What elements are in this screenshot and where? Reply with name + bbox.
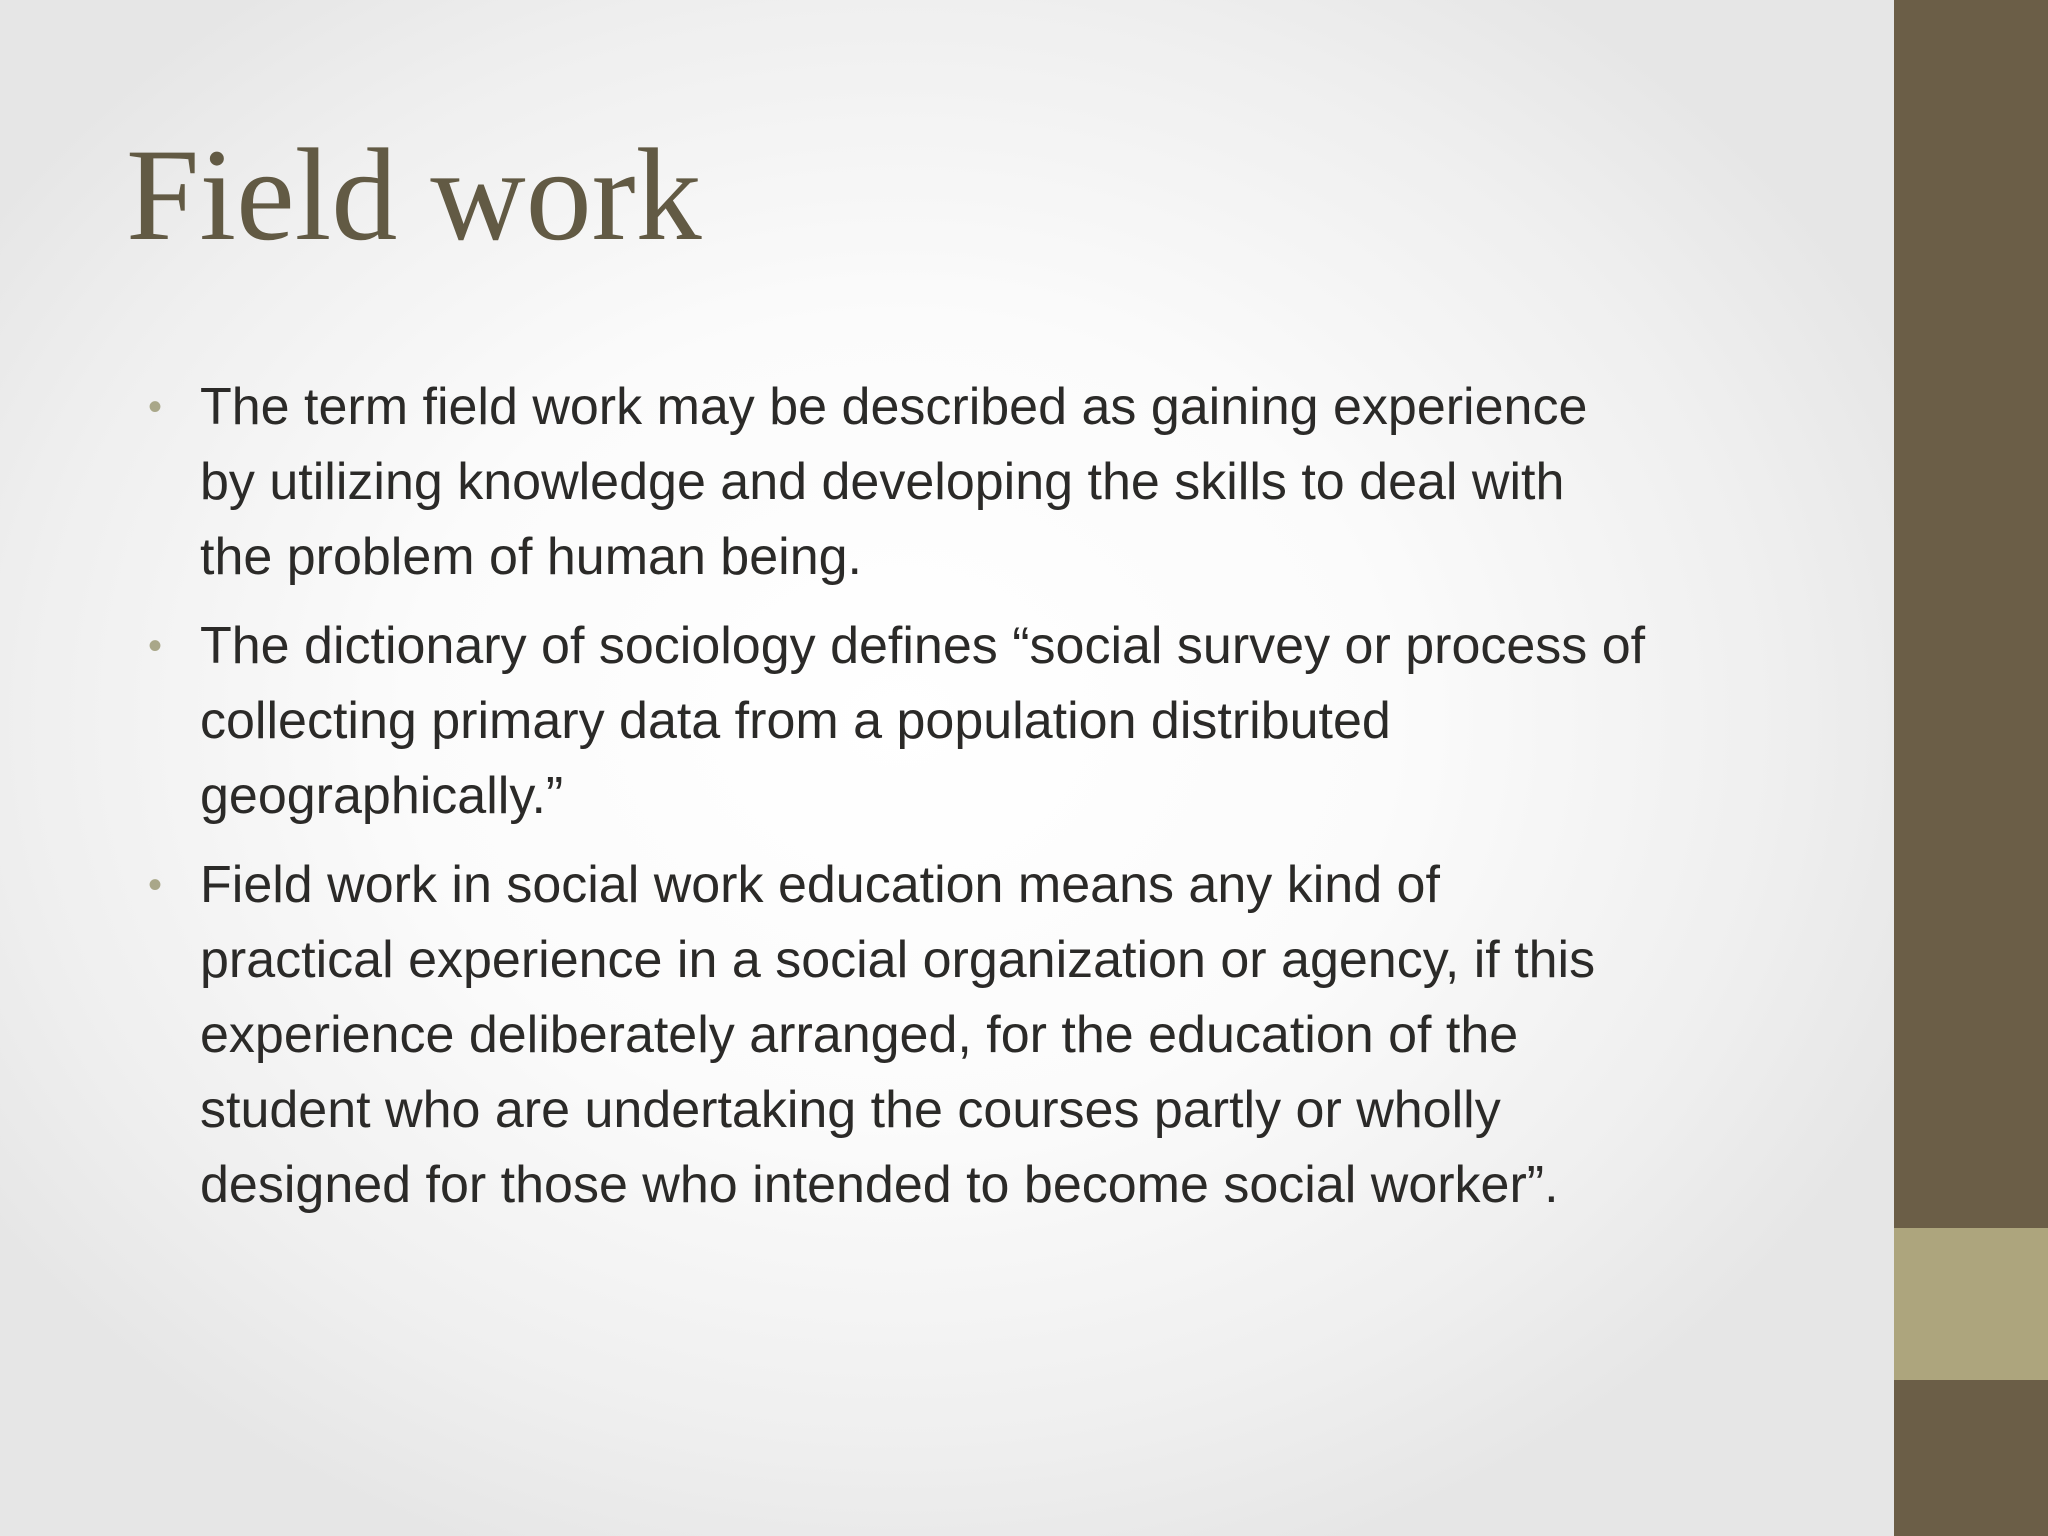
bullet-icon: • xyxy=(148,863,163,907)
bullet-item xyxy=(140,370,1870,595)
bullet-line: the problem of human being. xyxy=(200,528,862,586)
bullet-icon: • xyxy=(148,624,163,668)
bullet-line: experience deliberately arranged, for the education of the xyxy=(200,1006,1519,1064)
bullet-line: designed for those who intended to become social worker”. xyxy=(200,1156,1559,1214)
bullet-line: Field work in social work education means any kind of xyxy=(200,856,1440,914)
bullet-line: geographically.” xyxy=(200,767,564,825)
bullet-line: practical experience in a social organization or agency, if this xyxy=(200,931,1596,989)
bullet-list xyxy=(140,370,1870,1237)
bullet-line: by utilizing knowledge and developing the skills to deal with xyxy=(200,453,1565,511)
slide-title: Field work xyxy=(126,121,702,268)
bullet-icon: • xyxy=(148,385,163,429)
sidebar-accent-block xyxy=(1894,1228,2048,1380)
bullet-line: The dictionary of sociology defines “social survey or process of xyxy=(200,617,1646,675)
bullet-item xyxy=(140,848,1870,1223)
bullet-line: collecting primary data from a population distributed xyxy=(200,692,1391,750)
bullet-item xyxy=(140,609,1870,834)
bullet-line: The term field work may be described as gaining experience xyxy=(200,378,1588,436)
bullet-line: student who are undertaking the courses partly or wholly xyxy=(200,1081,1501,1139)
